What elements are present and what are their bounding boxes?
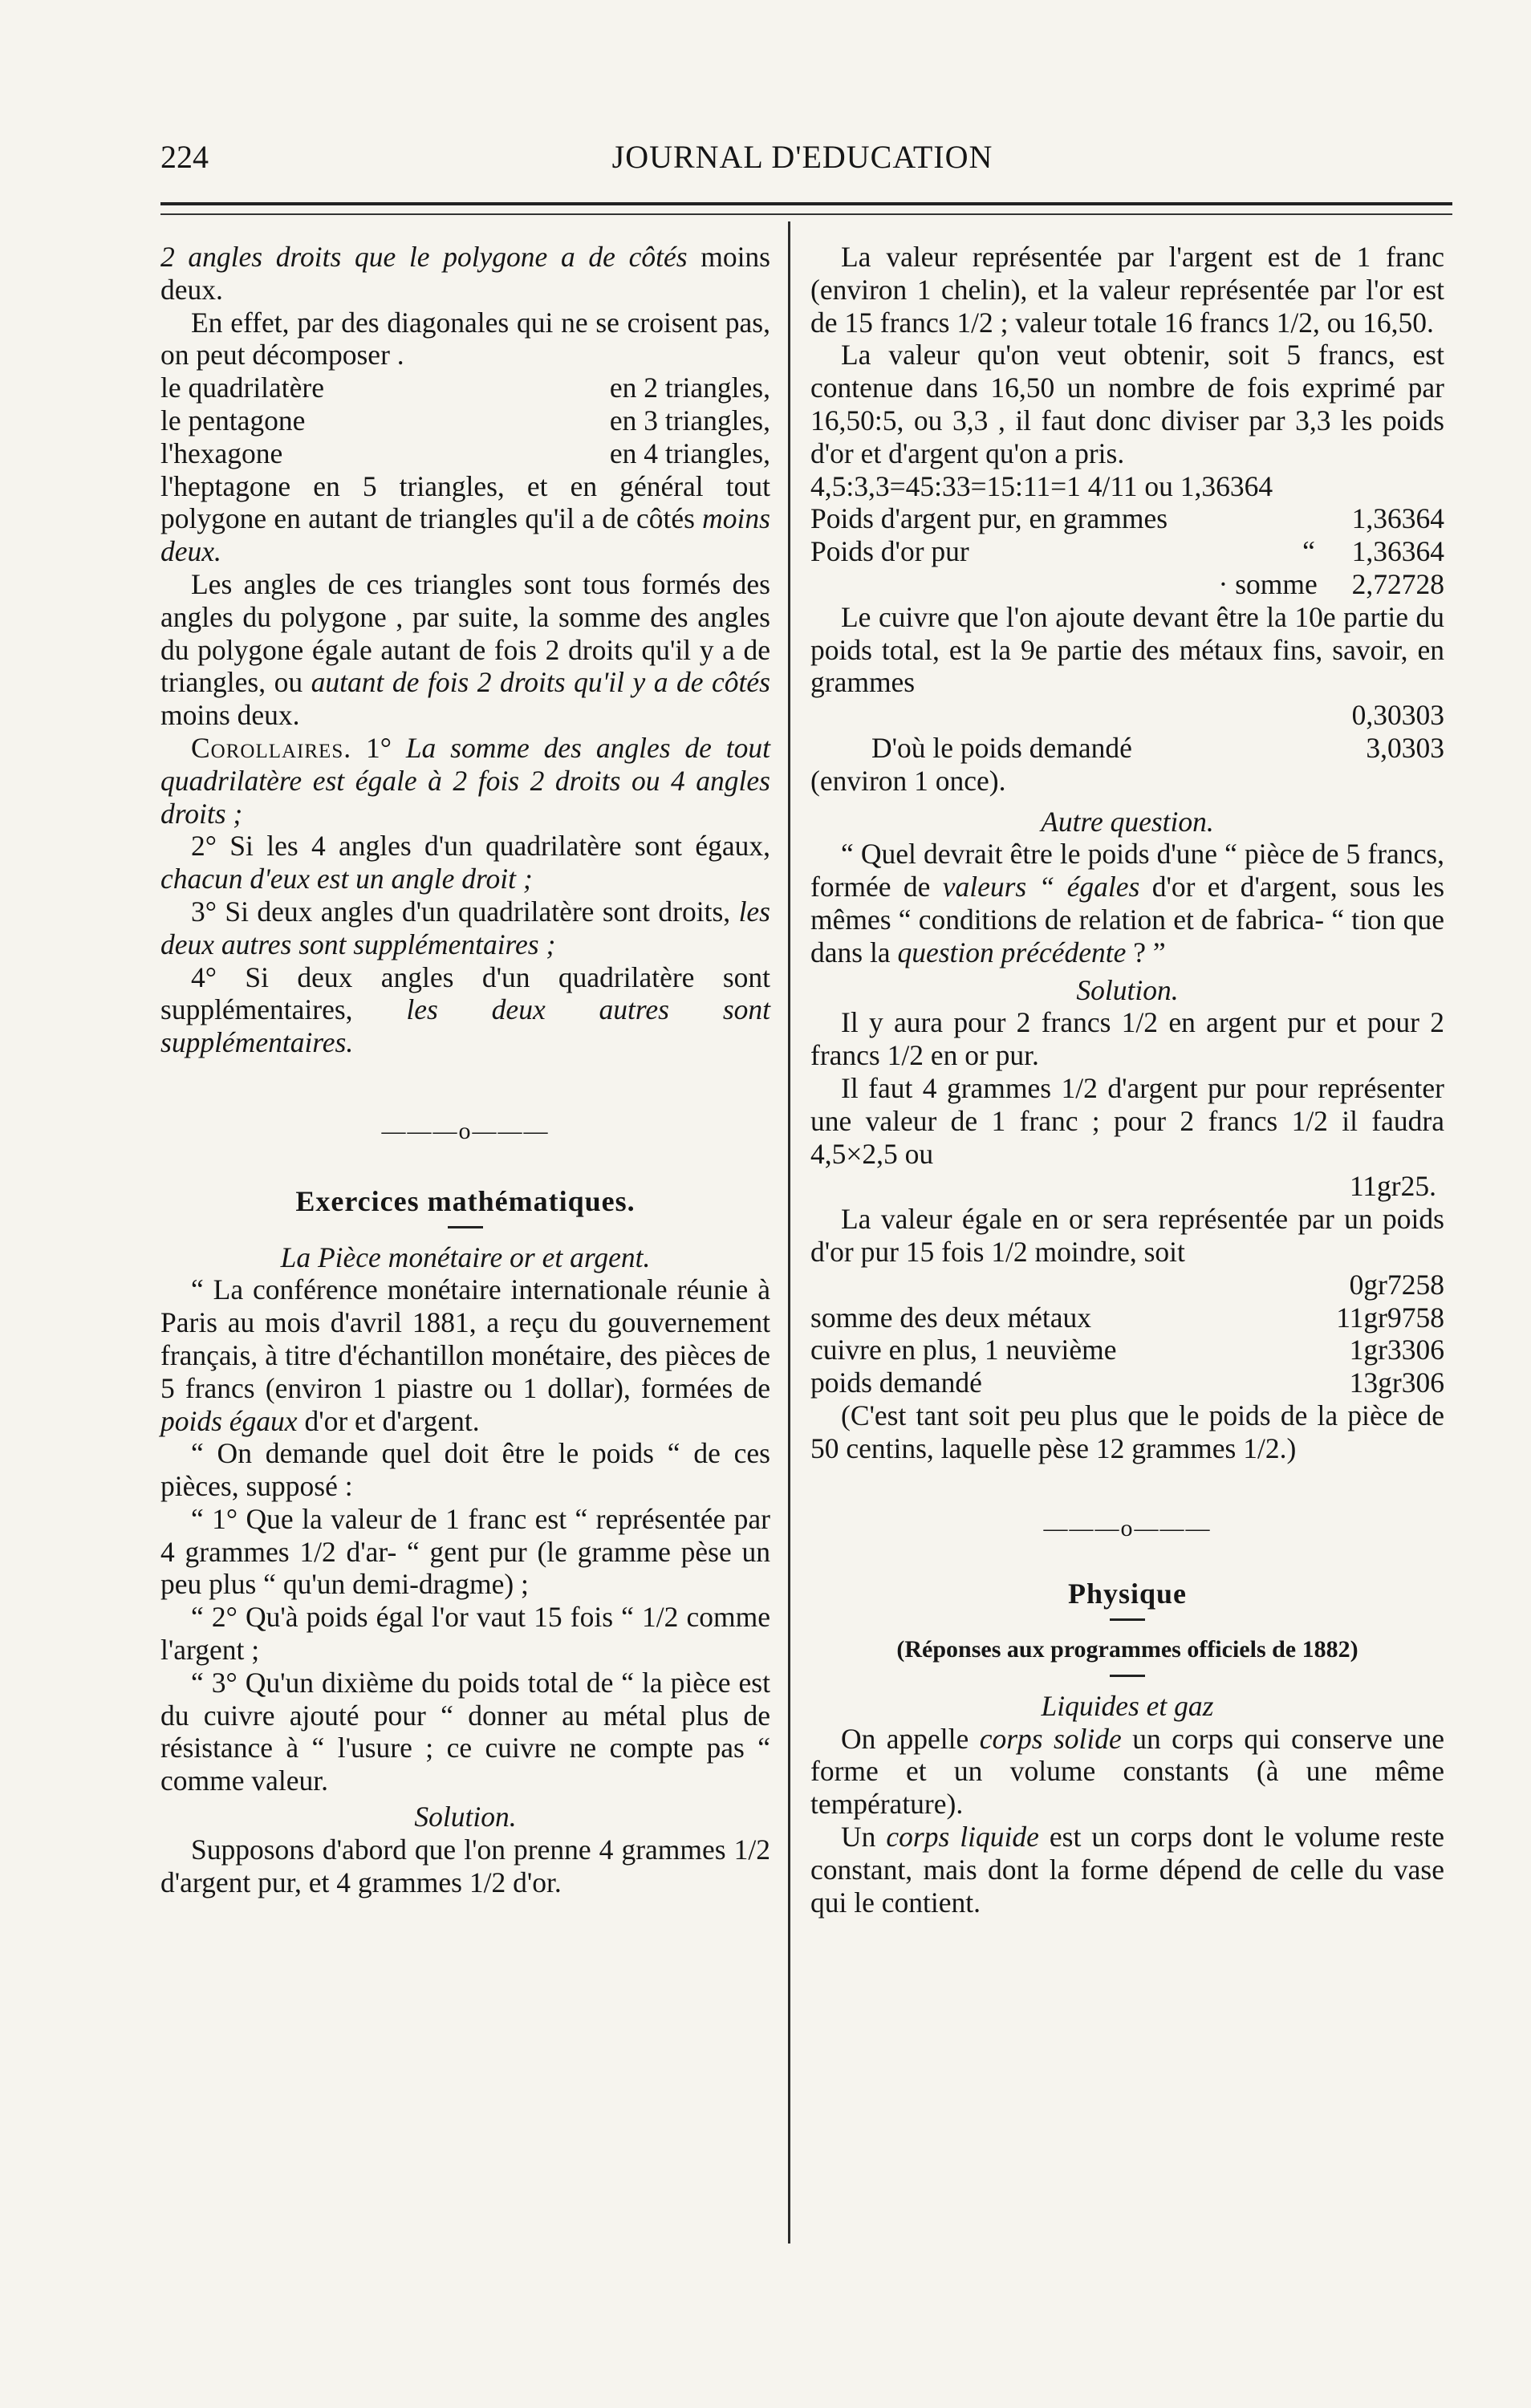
italic-text: question précédente (897, 936, 1127, 968)
table-cell: cuivre en plus, 1 neuvième (810, 1334, 1117, 1366)
italic-text: les deux autres sont supplémentaires ; (160, 895, 770, 960)
italic-text: valeurs “ égales (942, 871, 1140, 904)
paragraph (810, 838, 1444, 968)
italic-text: les deux autres sont supplémentaires. (160, 993, 770, 1059)
value-line: 11gr25. (1349, 1170, 1436, 1203)
text: d'or et d'argent. (304, 1404, 480, 1437)
solution-heading: Solution. (414, 1801, 517, 1833)
italic-text: moins deux. (160, 502, 770, 568)
section-subtitle: La Pièce monétaire or et argent. (280, 1241, 651, 1273)
section-title: Exercices mathématiques. (295, 1184, 636, 1217)
table-cell: en 3 triangles, (609, 404, 770, 437)
decomposition-table (160, 372, 770, 469)
right-column (810, 241, 1444, 1919)
paragraph (160, 895, 770, 961)
page-number: 224 (160, 139, 209, 175)
table-cell: l'hexagone (160, 437, 283, 469)
table-cell: 13gr306 (1349, 1366, 1444, 1399)
italic-text: autant de fois 2 droits qu'il y a de côtés (311, 666, 770, 699)
corollary-label: Corollaires. (191, 731, 352, 764)
paragraph (160, 961, 770, 1059)
solution-heading: Solution. (1076, 973, 1179, 1006)
text: “ La conférence monétaire internationale réunie à Paris au mois d'avril 1881, a reçu du gouvernement français, à titre d'échantillon monétaire, des pièces de 5 francs (environ 1 piastre ou 1 dollar), formées de (160, 1273, 770, 1404)
table-row (160, 404, 770, 437)
table-cell: 11gr9758 (1336, 1301, 1444, 1334)
italic-text: 2 angles droits que le polygone a de côtés (160, 241, 688, 273)
italic-text: poids égaux (160, 1404, 298, 1437)
text: est un corps dont le volume reste constant, mais dont la forme dépend de celle du vase qui le contient. (810, 1821, 1445, 1919)
table-cell: en 4 triangles, (609, 437, 770, 469)
section-note: (Réponses aux programmes officiels de 1882) (896, 1636, 1358, 1663)
table-row (160, 437, 770, 470)
paragraph (160, 568, 770, 732)
table-cell: · somme (1218, 567, 1318, 600)
table-cell: poids demandé (810, 1366, 982, 1399)
paragraph: “ 2° Qu'à poids égal l'or vaut 15 fois “ 1/2 comme l'argent ; (160, 1601, 770, 1667)
table-row (810, 535, 1444, 568)
paragraph (810, 1723, 1444, 1821)
text: Les angles de ces triangles sont tous formés des angles du polygone , par suite, la somme des angles du polygone égale autant de fois 2 droits qu'il y a de triangles, ou (160, 567, 770, 699)
table-cell: le quadrilatère (160, 372, 325, 404)
text: d'or et d'argent, sous les mêmes “ conditions de relation et de fabrica- “ tion que dans la (810, 871, 1445, 968)
table-cell: 3,0303 (1366, 731, 1444, 764)
section-subtitle: Liquides et gaz (1041, 1689, 1214, 1722)
paragraph: (C'est tant soit peu plus que le poids de la pièce de 50 centins, laquelle pèse 12 grammes 1/2.) (810, 1399, 1444, 1464)
section-separator: ———o——— (1043, 1515, 1212, 1542)
text: ? ” (1133, 936, 1166, 968)
result-table (810, 732, 1444, 765)
table-cell: Poids d'argent pur, en grammes (810, 502, 1168, 535)
table-cell: en 2 triangles, (609, 372, 770, 404)
paragraph: La valeur représentée par l'argent est de 1 franc (environ 1 chelin), et la valeur représentée par l'or est de 15 francs 1/2 ; valeur totale 16 francs 1/2, ou 16,50. (810, 241, 1444, 339)
weight-table (810, 502, 1444, 600)
table-cell: 2,72728 (1351, 567, 1444, 600)
paragraph (810, 1821, 1444, 1919)
table-cell: 1,36364 (1351, 502, 1444, 535)
table-cell: 1,36364 (1351, 535, 1444, 568)
table-row (160, 372, 770, 404)
table-cell: somme des deux métaux (810, 1301, 1091, 1334)
paragraph: La valeur qu'on veut obtenir, soit 5 francs, est contenue dans 16,50 un nombre de fois exprimé par 16,50:5, ou 3,3 , il faut donc diviser par 3,3 les poids d'or et d'argent qu'on a pris. (810, 339, 1444, 469)
table-cell: le pentagone (160, 404, 306, 437)
table-row (810, 1301, 1444, 1334)
gold-weight-table (810, 1269, 1444, 1399)
text: Un (841, 1821, 876, 1854)
italic-text: chacun d'eux est un angle droit ; (160, 863, 533, 895)
paragraph: Il y aura pour 2 francs 1/2 en argent pur et pour 2 francs 1/2 en or pur. (810, 1006, 1444, 1072)
title-dash (448, 1226, 483, 1228)
page-header (160, 138, 1444, 186)
paragraph (160, 830, 770, 895)
paragraph (160, 732, 770, 830)
text: 4° Si deux angles d'un quadrilatère sont supplémentaires, (160, 960, 770, 1026)
paragraph: “ On demande quel doit être le poids “ de ces pièces, supposé : (160, 1437, 770, 1503)
section-title: Physique (1067, 1578, 1188, 1610)
italic-text: corps liquide (886, 1821, 1039, 1854)
header-rule-thick (160, 202, 1452, 205)
paragraph: Le cuivre que l'on ajoute devant être la 10e partie du poids total, est la 9e partie des métaux fins, savoir, en grammes (810, 600, 1444, 699)
equation: 4,5:3,3=45:33=15:11=1 4/11 ou 1,36364 (810, 469, 1273, 502)
table-cell: “ (1302, 535, 1315, 568)
section-subtitle: Autre question. (1041, 805, 1214, 838)
text: moins deux. (160, 241, 770, 306)
paragraph: Supposons d'abord que l'on prenne 4 grammes 1/2 d'argent pur, et 4 grammes 1/2 d'or. (160, 1833, 770, 1898)
value-line: 0,30303 (1351, 699, 1444, 732)
paragraph: “ 1° Que la valeur de 1 franc est “ représentée par 4 grammes 1/2 d'ar- “ gent pur (le gramme pèse un peu plus “ qu'un demi-dragme) ; (160, 1502, 770, 1601)
text: “ Quel devrait être le poids d'une “ pièce de 5 francs, formée de (810, 838, 1444, 904)
table-row (810, 502, 1444, 535)
text: On appelle (841, 1722, 969, 1755)
left-column (160, 241, 770, 1898)
italic-text: corps solide (979, 1722, 1122, 1755)
table-cell: D'où le poids demandé (871, 731, 1132, 764)
text: 1° (365, 731, 392, 764)
text: un corps qui conserve une forme et un volume constants (à une même température). (810, 1722, 1444, 1821)
paragraph (160, 470, 770, 568)
table-cell: 1gr3306 (1349, 1334, 1444, 1366)
section-separator: ———o——— (381, 1117, 550, 1144)
question-block (160, 1273, 770, 1797)
title-dash (1110, 1675, 1145, 1677)
header-rule-thin (160, 213, 1452, 215)
running-title: JOURNAL D'EDUCATION (611, 139, 993, 175)
paragraph (160, 241, 770, 307)
paragraph: “ 3° Qu'un dixième du poids total de “ la pièce est du cuivre ajouté pour “ donner au métal plus de résistance à “ l'usure ; ce cuivre ne compte pas “ comme valeur. (160, 1666, 770, 1797)
table-row (810, 1269, 1444, 1301)
paragraph: Il faut 4 grammes 1/2 d'argent pur pour représenter une valeur de 1 franc ; pour 2 francs 1/2 il faudra 4,5×2,5 ou (810, 1071, 1444, 1170)
table-cell: 0gr7258 (1349, 1268, 1444, 1301)
table-cell: Poids d'or pur (810, 535, 969, 568)
text: 2° Si les 4 angles d'un quadrilatère sont égaux, (191, 830, 770, 863)
column-divider (788, 221, 790, 2244)
paragraph: La valeur égale en or sera représentée par un poids d'or pur 15 fois 1/2 moindre, soit (810, 1203, 1444, 1268)
table-row (810, 732, 1444, 765)
table-row (810, 568, 1444, 601)
title-dash (1110, 1618, 1145, 1621)
text: moins deux. (160, 699, 300, 732)
italic-text: La somme des angles de tout quadrilatère est égale à 2 fois 2 droits ou 4 angles droits ; (160, 731, 770, 830)
table-row (810, 1366, 1444, 1399)
paragraph (160, 1273, 770, 1437)
text: l'heptagone en 5 triangles, et en général tout polygone en autant de triangles qu'il a de côtés (160, 469, 770, 535)
paragraph: En effet, par des diagonales qui ne se croisent pas, on peut décomposer . (160, 306, 770, 372)
text: 3° Si deux angles d'un quadrilatère sont droits, (191, 895, 731, 928)
table-row (810, 1334, 1444, 1366)
paragraph: (environ 1 once). (810, 764, 1006, 797)
